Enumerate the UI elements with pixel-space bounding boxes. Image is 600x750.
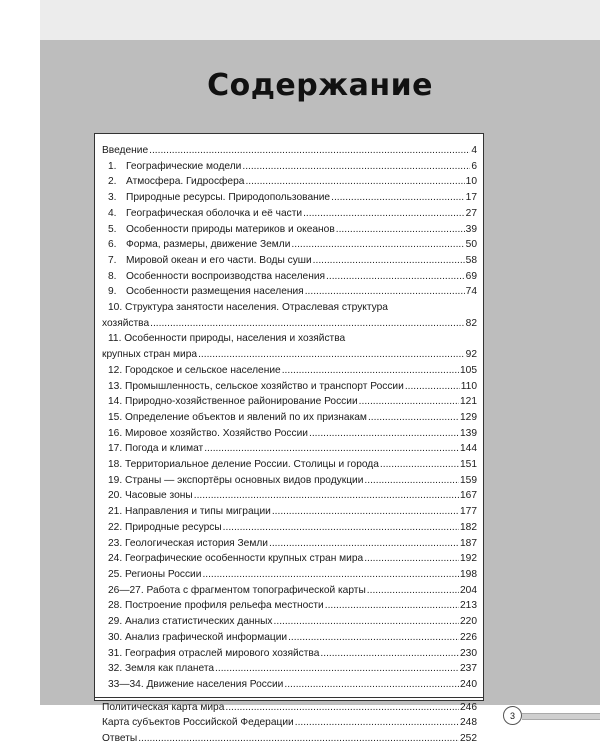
toc-entry[interactable]: [102, 284, 477, 300]
dot-leader: [313, 253, 465, 269]
toc-entry[interactable]: [102, 331, 477, 362]
dot-leader: [364, 551, 459, 567]
toc-entry-number: 7.: [108, 254, 117, 266]
toc-entry-text: 31. География отраслей мирового хозяйства: [108, 647, 320, 659]
dot-leader: [331, 190, 465, 206]
page-number: 3: [503, 706, 522, 725]
toc-entry-text: 20. Часовые зоны: [108, 490, 193, 502]
top-band: [40, 0, 600, 40]
toc-entry-title: [108, 284, 304, 300]
toc-entry-text: 22. Природные ресурсы: [108, 521, 222, 533]
dot-leader: [274, 614, 459, 630]
toc-entry-row: [102, 410, 477, 426]
toc-entry-title: [108, 269, 325, 285]
toc-entry-text: Политическая карта мира: [102, 701, 225, 713]
toc-entry-row: [102, 630, 477, 646]
toc-entry-row: [102, 551, 477, 567]
toc-entry-text-cont: крупных стран мира: [102, 349, 198, 361]
dot-leader: [305, 284, 465, 300]
toc-entry-page: 177: [460, 506, 477, 518]
toc-entry-row: [102, 520, 477, 536]
toc-entry-row: [102, 457, 477, 473]
toc-entry-page: 187: [460, 537, 477, 549]
toc-entry[interactable]: [102, 614, 477, 630]
toc-separator-item: [102, 697, 477, 698]
toc-entry-text: 30. Анализ графической информации: [108, 631, 288, 643]
toc-entry-text: Мировой океан и его части. Воды суши: [126, 254, 312, 266]
dot-leader: [359, 394, 459, 410]
toc-entry-row: [102, 504, 477, 520]
toc-entry-text: Особенности природы материков и океанов: [126, 223, 335, 235]
toc-entry-page: 230: [460, 647, 477, 659]
toc-entry[interactable]: [102, 300, 477, 331]
dot-leader: [272, 504, 459, 520]
toc-entry-page: 246: [460, 701, 477, 713]
toc-entry-text: Атмосфера. Гидросфера: [126, 176, 245, 188]
dot-leader: [282, 363, 459, 379]
toc-entry-page: 139: [460, 427, 477, 439]
toc-entry[interactable]: [102, 426, 477, 442]
dot-leader: [368, 410, 459, 426]
toc-entry-text: Введение: [102, 145, 149, 156]
toc-entry-text: 26—27. Работа с фрагментом топографической карты: [108, 584, 366, 596]
toc-entry-title: [108, 174, 244, 190]
toc-entry-title: [108, 677, 283, 693]
dot-leader: [198, 347, 465, 363]
toc-entry[interactable]: [102, 269, 477, 285]
toc-entry-row: [102, 253, 477, 269]
toc-entry-text: 32. Земля как планета: [108, 663, 215, 675]
toc-entry-title: [108, 661, 214, 677]
dot-leader: [309, 426, 459, 442]
toc-entry-page: 6: [471, 160, 477, 172]
toc-entry[interactable]: [102, 174, 477, 190]
toc-entry[interactable]: [102, 504, 477, 520]
toc-entry[interactable]: [102, 457, 477, 473]
toc-entry-row: [102, 646, 477, 662]
toc-entry-title: [102, 700, 224, 716]
toc-entry-title: [108, 504, 271, 520]
toc-entry-title: [108, 222, 335, 238]
toc-entry-page: 50: [465, 239, 477, 251]
toc-entry-text: 14. Природно-хозяйственное районирование России: [108, 396, 358, 408]
page-number-rule: [522, 713, 600, 720]
toc-entry[interactable]: [102, 222, 477, 238]
toc-entry-number: 6.: [108, 239, 117, 251]
toc-entry-page: 159: [460, 474, 477, 486]
toc-entry-title: [108, 473, 363, 489]
dot-leader: [202, 567, 459, 583]
toc-entry-row: [102, 614, 477, 630]
toc-entry[interactable]: [102, 661, 477, 677]
toc-entry-page: 69: [465, 270, 477, 282]
dot-leader: [223, 520, 459, 536]
dot-leader: [138, 731, 459, 747]
toc-entry-text: Карта субъектов Российской Федерации: [102, 717, 294, 729]
toc-entry-row: [102, 269, 477, 285]
toc-entry-row: [102, 583, 477, 599]
toc-entry-page: 204: [460, 584, 477, 596]
toc-entry[interactable]: [102, 715, 477, 731]
dot-leader: [291, 237, 464, 253]
toc-entry-text: Природные ресурсы. Природопользование: [126, 192, 331, 204]
toc-entry-row: [102, 426, 477, 442]
toc-entry-row: [102, 206, 477, 222]
toc-entry-title: [108, 190, 330, 206]
toc-entry[interactable]: [102, 731, 477, 747]
toc-entry-page: 27: [465, 207, 477, 219]
toc-entry-page: 17: [465, 192, 477, 204]
toc-entry-title: [102, 143, 148, 159]
dot-leader: [380, 457, 459, 473]
toc-entry-title: [108, 598, 324, 614]
toc-entry-title: [108, 646, 319, 662]
toc-entry-text: 29. Анализ статистических данных: [108, 616, 273, 628]
toc-entry-title: [108, 379, 404, 395]
dot-leader: [284, 677, 459, 693]
toc-entry-row: [102, 473, 477, 489]
dot-leader: [242, 159, 470, 175]
toc-entry-row: [102, 222, 477, 238]
toc-entry-number: 5.: [108, 223, 117, 235]
toc-entry-text: Особенности размещения населения: [126, 286, 304, 298]
toc-entry-page: 39: [465, 223, 477, 235]
toc-entry-page: 237: [460, 663, 477, 675]
toc-entry-row: [102, 567, 477, 583]
toc-entry[interactable]: [102, 567, 477, 583]
toc-entry[interactable]: [102, 143, 477, 159]
toc-entry[interactable]: [102, 488, 477, 504]
toc-entry-title: [108, 536, 268, 552]
toc-entry-title: [108, 614, 273, 630]
toc-entry-row: [102, 394, 477, 410]
dot-leader: [326, 269, 465, 285]
toc-entry-row: [102, 379, 477, 395]
toc-entry-page: 10: [465, 176, 477, 188]
toc-entry-title: [102, 731, 137, 747]
toc-entry[interactable]: [102, 700, 477, 716]
toc-entry-title: [108, 410, 367, 426]
toc-entry-row: [102, 700, 477, 716]
toc-entry-row: [102, 661, 477, 677]
toc-entry-text: 24. Географические особенности крупных стран мира: [108, 553, 364, 565]
toc-entry-title: [108, 441, 203, 457]
toc-entry[interactable]: [102, 677, 477, 693]
toc-entry-page: 144: [460, 443, 477, 455]
toc-entry[interactable]: [102, 520, 477, 536]
dot-leader: [225, 700, 459, 716]
dot-leader: [288, 630, 459, 646]
dot-leader: [150, 316, 465, 332]
toc-entry[interactable]: [102, 190, 477, 206]
toc-entry[interactable]: [102, 646, 477, 662]
toc-entry[interactable]: [102, 206, 477, 222]
toc-entry-text: 28. Построение профиля рельефа местности: [108, 600, 324, 612]
dot-leader: [320, 646, 459, 662]
toc-entry[interactable]: [102, 583, 477, 599]
page-title: Содержание: [207, 68, 433, 103]
toc-entry[interactable]: [102, 394, 477, 410]
toc-entry-text: Географическая оболочка и её части: [126, 207, 303, 219]
toc-entry-text: 18. Территориальное деление России. Столицы и города: [108, 459, 379, 471]
toc-entry-page: 105: [460, 364, 477, 376]
toc-entry-row: [102, 316, 477, 332]
dot-leader: [295, 715, 459, 731]
toc-entry-row: [102, 731, 477, 747]
dot-leader: [405, 379, 460, 395]
toc-entry-page: 182: [460, 521, 477, 533]
toc-entry-page: 82: [465, 317, 477, 329]
toc-entry-text: 33—34. Движение населения России: [108, 678, 284, 690]
toc-entry-page: 213: [460, 600, 477, 612]
toc-entry-row: [102, 284, 477, 300]
dot-leader: [364, 473, 459, 489]
toc-entry-page: 74: [465, 286, 477, 298]
toc-entry-row: [102, 237, 477, 253]
toc-entry-page: 129: [460, 411, 477, 423]
toc-entry-page: 58: [465, 254, 477, 266]
toc-entry-page: 167: [460, 490, 477, 502]
toc-entry-title: [108, 426, 308, 442]
toc-entry-title: [108, 551, 363, 567]
toc-entry[interactable]: [102, 536, 477, 552]
toc-entry-number: 2.: [108, 176, 117, 188]
toc-entry-title: [108, 457, 379, 473]
dot-leader: [194, 488, 459, 504]
dot-leader: [204, 441, 459, 457]
toc-entry-page: 252: [460, 733, 477, 745]
dot-leader: [303, 206, 465, 222]
table-of-contents: [94, 133, 484, 745]
toc-entry[interactable]: [102, 473, 477, 489]
toc-entry-page: 110: [460, 380, 477, 392]
dot-leader: [325, 598, 459, 614]
toc-entry-text: 15. Определение объектов и явлений по их признакам: [108, 411, 367, 423]
toc-entry-text: 21. Направления и типы миграции: [108, 506, 271, 518]
dot-leader: [245, 174, 464, 190]
toc-entry-page: 92: [465, 349, 477, 361]
toc-entry[interactable]: [102, 253, 477, 269]
toc-entry-row: [102, 347, 477, 363]
toc-entry-title: [108, 159, 241, 175]
toc-entry-page: 121: [460, 396, 477, 408]
toc-list: [102, 143, 477, 747]
toc-entry-text: 13. Промышленность, сельское хозяйство и транспорт России: [108, 380, 404, 392]
toc-separator: [95, 697, 483, 698]
toc-entry-title: [108, 253, 312, 269]
toc-entry-number: 9.: [108, 286, 117, 298]
toc-entry-page: 198: [460, 568, 477, 580]
toc-entry[interactable]: [102, 551, 477, 567]
toc-entry[interactable]: [102, 363, 477, 379]
toc-entry-text: Ответы: [102, 733, 138, 745]
toc-entry-text: 11. Особенности природы, населения и хозяйства: [108, 333, 346, 345]
dot-leader: [269, 536, 459, 552]
toc-entry-row: [102, 677, 477, 693]
toc-entry-title: [108, 520, 222, 536]
toc-entry-number: 1.: [108, 160, 117, 172]
toc-entry-row: [102, 363, 477, 379]
toc-entry-title: [108, 630, 287, 646]
toc-entry-title: [108, 206, 302, 222]
toc-entry-number: 4.: [108, 207, 117, 219]
toc-entry-title: [102, 715, 294, 731]
dot-leader: [215, 661, 459, 677]
toc-entry[interactable]: [102, 159, 477, 175]
toc-entry-title: [108, 363, 281, 379]
toc-entry-page: 4: [471, 145, 477, 156]
toc-entry-number: 3.: [108, 192, 117, 204]
toc-entry-text: Географические модели: [126, 160, 242, 172]
toc-entry-title: [108, 567, 201, 583]
toc-entry-row: [102, 143, 477, 159]
toc-entry-text: Форма, размеры, движение Земли: [126, 239, 291, 251]
toc-entry-text: 16. Мировое хозяйство. Хозяйство России: [108, 427, 308, 439]
dot-leader: [336, 222, 465, 238]
toc-entry-text: 17. Погода и климат: [108, 443, 204, 455]
toc-entry-text: 12. Городское и сельское население: [108, 364, 281, 376]
dot-leader: [367, 583, 459, 599]
toc-entry-page: 226: [460, 631, 477, 643]
toc-entry-row: [102, 536, 477, 552]
toc-entry-title: [108, 237, 290, 253]
toc-entry-title: [108, 583, 366, 599]
toc-entry-text: Особенности воспроизводства населения: [126, 270, 326, 282]
toc-entry[interactable]: [102, 237, 477, 253]
toc-entry-row: [102, 715, 477, 731]
toc-entry-text: 23. Геологическая история Земли: [108, 537, 268, 549]
toc-entry-page: 151: [460, 459, 477, 471]
toc-entry-page: 220: [460, 616, 477, 628]
toc-entry-text: 25. Регионы России: [108, 568, 202, 580]
toc-entry-row: [102, 441, 477, 457]
toc-entry-title: [108, 394, 358, 410]
toc-entry-page: 192: [460, 553, 477, 565]
toc-entry-row: [102, 488, 477, 504]
toc-entry-page: 248: [460, 717, 477, 729]
toc-entry-text: 10. Структура занятости населения. Отраслевая структура: [108, 302, 388, 314]
toc-entry[interactable]: [102, 598, 477, 614]
toc-entry-row: [102, 598, 477, 614]
toc-entry-number: 8.: [108, 270, 117, 282]
toc-entry-text: 19. Страны — экспортёры основных видов продукции: [108, 474, 364, 486]
dot-leader: [149, 143, 470, 159]
toc-entry-title: [108, 488, 193, 504]
toc-entry-page: 240: [460, 678, 477, 690]
toc-entry[interactable]: [102, 630, 477, 646]
toc-entry[interactable]: [102, 441, 477, 457]
toc-entry-text-cont: хозяйства: [102, 317, 150, 329]
toc-entry-row: [102, 159, 477, 175]
toc-entry-row: [102, 190, 477, 206]
toc-entry[interactable]: [102, 410, 477, 426]
toc-entry[interactable]: [102, 379, 477, 395]
toc-entry-row: [102, 174, 477, 190]
